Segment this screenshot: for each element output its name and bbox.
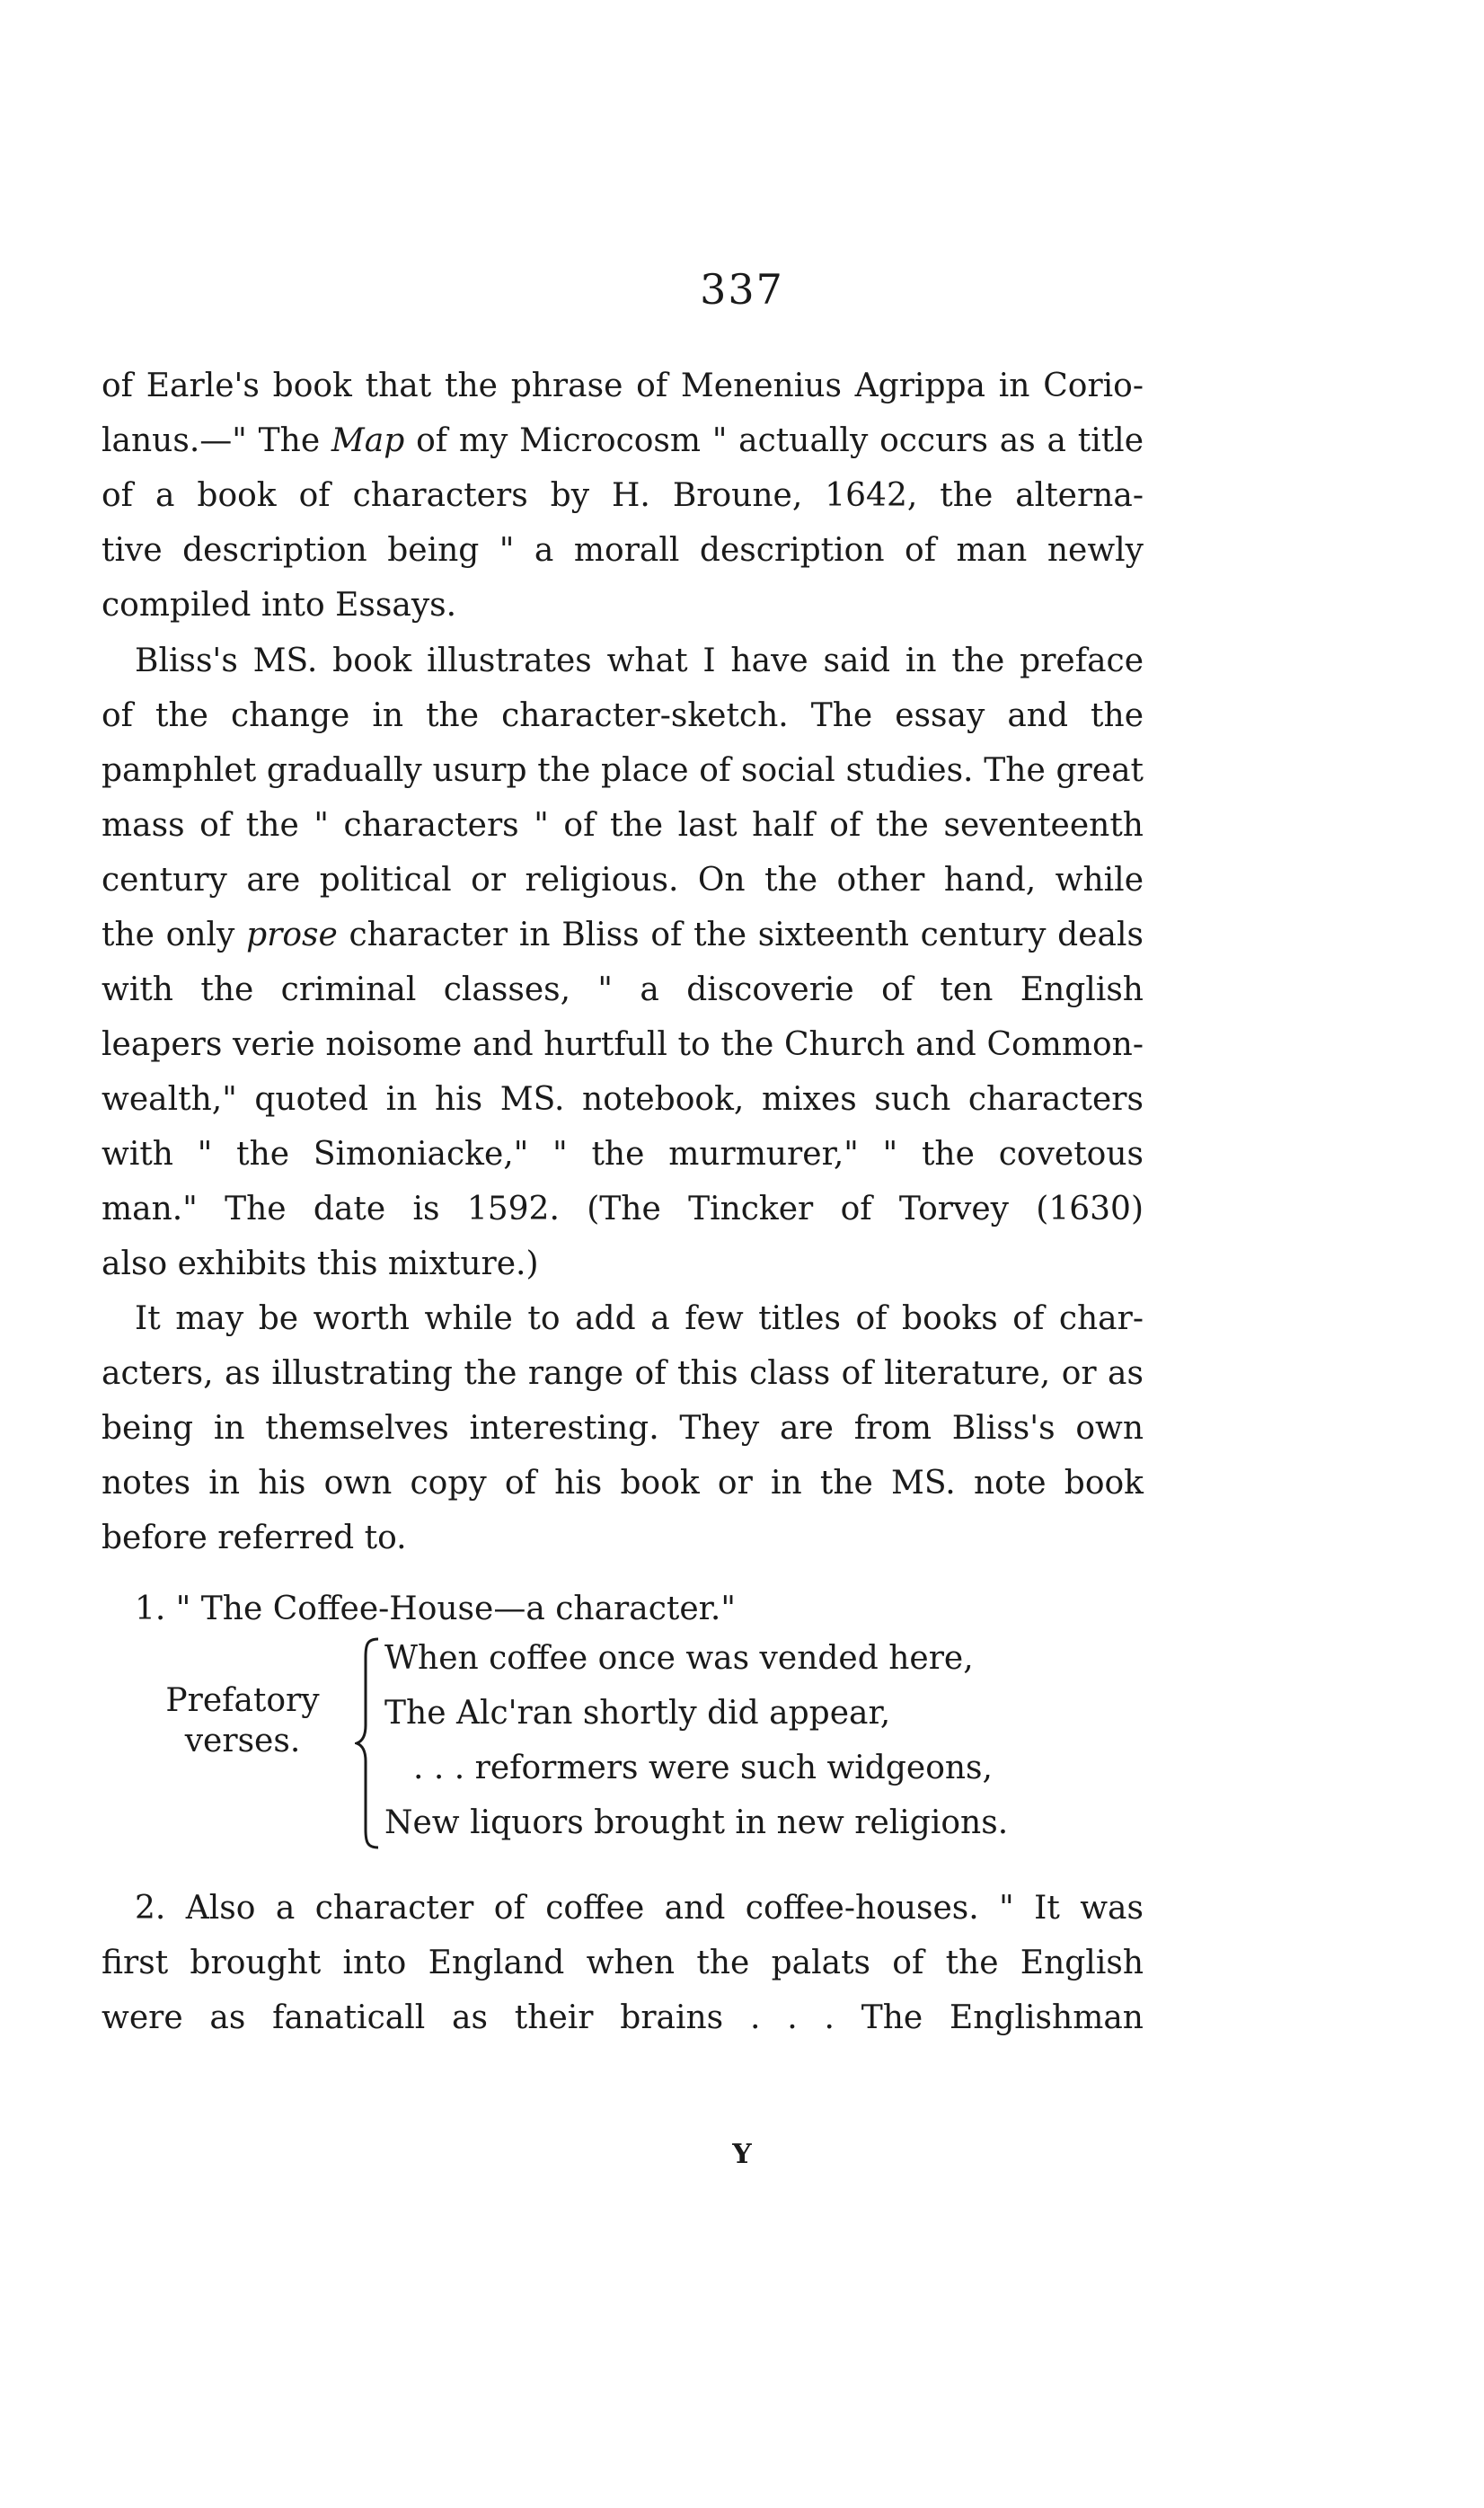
text-line: man." The date is 1592. (The Tincker of Torvey (1630) (102, 1191, 1144, 1227)
text-line (102, 919, 1144, 952)
text-line: of the change in the character-sketch. The essay and the (102, 697, 1144, 734)
curly-brace-icon (355, 1635, 382, 1851)
verse-label-line: verses. (184, 1723, 301, 1759)
text-line: first brought into England when the palats of the English (102, 1945, 1144, 1981)
text-line: acters, as illustrating the range of this class of literature, or as (102, 1355, 1144, 1392)
verse-line: . . . reformers were such widgeons, (413, 1750, 993, 1786)
italic-word-prose: prose (246, 917, 338, 953)
text-line: wealth," quoted in his MS. notebook, mixes such characters (102, 1081, 1144, 1118)
text-line: with the criminal classes, " a discoverie of ten English (102, 971, 1144, 1008)
text-line: Bliss's MS. book illustrates what I have said in the preface (135, 643, 1144, 679)
list-item-1: 1. " The Coffee-House—a character." (135, 1591, 736, 1627)
text-line: pamphlet gradually usurp the place of social studies. The great (102, 752, 1144, 789)
text-run: of my Microcosm " actually occurs as a title (404, 422, 1144, 459)
text-line (102, 422, 1144, 459)
text-line: were as fanaticall as their brains . . . The Englishman (102, 1999, 1144, 2036)
text-line: before referred to. (102, 1520, 407, 1556)
text-line: of Earle's book that the phrase of Menenius Agrippa in Corio- (102, 368, 1144, 404)
text-line: compiled into Essays. (102, 587, 457, 624)
text-run: character in Bliss of the sixteenth century deals (337, 917, 1144, 953)
text-run: the only (102, 917, 247, 953)
signature-mark: Y (732, 2139, 752, 2170)
text-line: tive description being " a morall description of man newly (102, 532, 1144, 569)
text-line: with " the Simoniacke," " the murmurer," " the covetous (102, 1136, 1144, 1173)
text-line: leapers verie noisome and hurtfull to the Church and Common- (102, 1026, 1144, 1063)
verse-label (153, 1680, 332, 1761)
text-line: century are political or religious. On the other hand, while (102, 862, 1144, 899)
verse-line: When coffee once was vended here, (384, 1640, 974, 1677)
text-line: notes in his own copy of his book or in the MS. note book (102, 1465, 1144, 1502)
text-line: being in themselves interesting. They are from Bliss's own (102, 1410, 1144, 1447)
text-line: of a book of characters by H. Broune, 1642, the alterna- (102, 477, 1144, 514)
page-number: 337 (700, 265, 784, 314)
text-line: 2. Also a character of coffee and coffee-houses. " It was (135, 1890, 1144, 1927)
verse-line: New liquors brought in new religions. (384, 1804, 1009, 1841)
text-line: mass of the " characters " of the last half of the seventeenth (102, 807, 1144, 844)
verse-label-line: Prefatory (165, 1682, 320, 1719)
verse-line: The Alc'ran shortly did appear, (384, 1695, 891, 1732)
italic-word-map: Map (331, 422, 405, 459)
text-run: lanus.—" The (102, 422, 331, 459)
text-line: also exhibits this mixture.) (102, 1245, 539, 1282)
text-line: It may be worth while to add a few titles of books of char- (135, 1300, 1144, 1337)
